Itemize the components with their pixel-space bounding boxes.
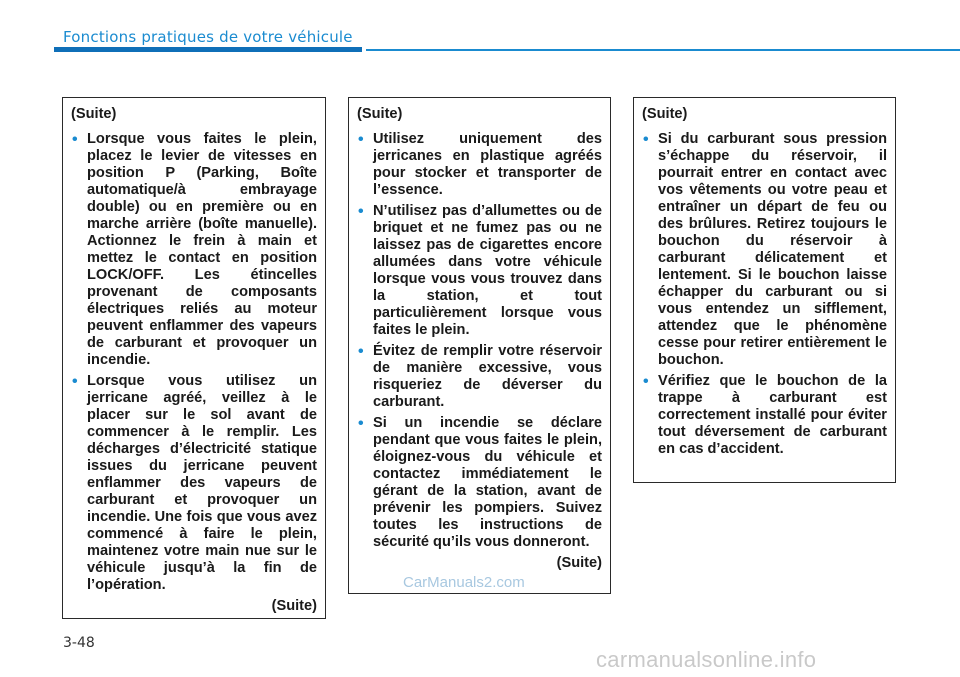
page-header-title: Fonctions pratiques de votre véhicule bbox=[63, 28, 353, 46]
header-rule-thick bbox=[54, 47, 362, 52]
bullet-item: • N’utilisez pas d’allumettes ou de briquet et ne fumez pas ou ne laissez pas de cigarettes encore allumées dans votre véhicule lorsque vous vous trouvez dans la station, et tout particulièrement lorsque vous faites le plein. bbox=[357, 203, 602, 339]
header-rule-thin bbox=[366, 49, 960, 51]
warning-box-2 bbox=[348, 97, 611, 594]
continued-label: (Suite) bbox=[556, 555, 602, 571]
bullet-item: • Vérifiez que le bouchon de la trappe à carburant est correctement installé pour éviter tout déversement de carburant en cas d’accident. bbox=[642, 373, 887, 458]
continued-label: (Suite) bbox=[71, 106, 117, 122]
page-number: 3-48 bbox=[63, 635, 95, 651]
watermark-carmanuals2: CarManuals2.com bbox=[403, 574, 525, 591]
bullet-item: • Si du carburant sous pression s’échappe du réservoir, il pourrait entrer en contact avec vos vêtements ou votre peau et entraîner un départ de feu ou des brûlures. Retirez toujours le bouchon du réservoir à carburant délicatement et lentement. Si le bouchon laisse échapper du carburant ou si vous entendez un sifflement, attendez que le phénomène cesse pour retirer entièrement le bouchon. bbox=[642, 131, 887, 369]
continued-label: (Suite) bbox=[357, 106, 403, 122]
continued-label: (Suite) bbox=[271, 598, 317, 614]
warning-box-3 bbox=[633, 97, 896, 483]
watermark-carmanualsonline: carmanualsonline.info bbox=[596, 647, 817, 672]
warning-box-1 bbox=[62, 97, 326, 619]
bullet-item: • Lorsque vous faites le plein, placez le levier de vitesses en position P (Parking, Boîte automatique/à embrayage double) ou en première ou en marche arrière (boîte manuelle). Actionnez le frein à main et mettez le contact en position LOCK/OFF. Les étincelles provenant de composants électriques reliés au moteur peuvent enflammer des vapeurs de carburant et provoquer un incendie. bbox=[71, 131, 317, 369]
continued-label: (Suite) bbox=[642, 106, 688, 122]
bullet-item: • Si un incendie se déclare pendant que vous faites le plein, éloignez-vous du véhicule et contactez immédiatement le gérant de la station, avant de prévenir les pompiers. Suivez toutes les instructions de sécurité qu’ils vous donneront. bbox=[357, 415, 602, 551]
bullet-item: • Utilisez uniquement des jerricanes en plastique agréés pour stocker et transporter de l’essence. bbox=[357, 131, 602, 199]
bullet-item: • Évitez de remplir votre réservoir de manière excessive, vous risqueriez de déverser du carburant. bbox=[357, 343, 602, 411]
bullet-item: • Lorsque vous utilisez un jerricane agréé, veillez à le placer sur le sol avant de commencer à le remplir. Les décharges d’électricité statique issues du jerricane peuvent enflammer des vapeurs de carburant et provoquer un incendie. Une fois que vous avez commencé à faire le plein, maintenez votre main nue sur le véhicule jusqu’à la fin de l’opération. bbox=[71, 373, 317, 594]
